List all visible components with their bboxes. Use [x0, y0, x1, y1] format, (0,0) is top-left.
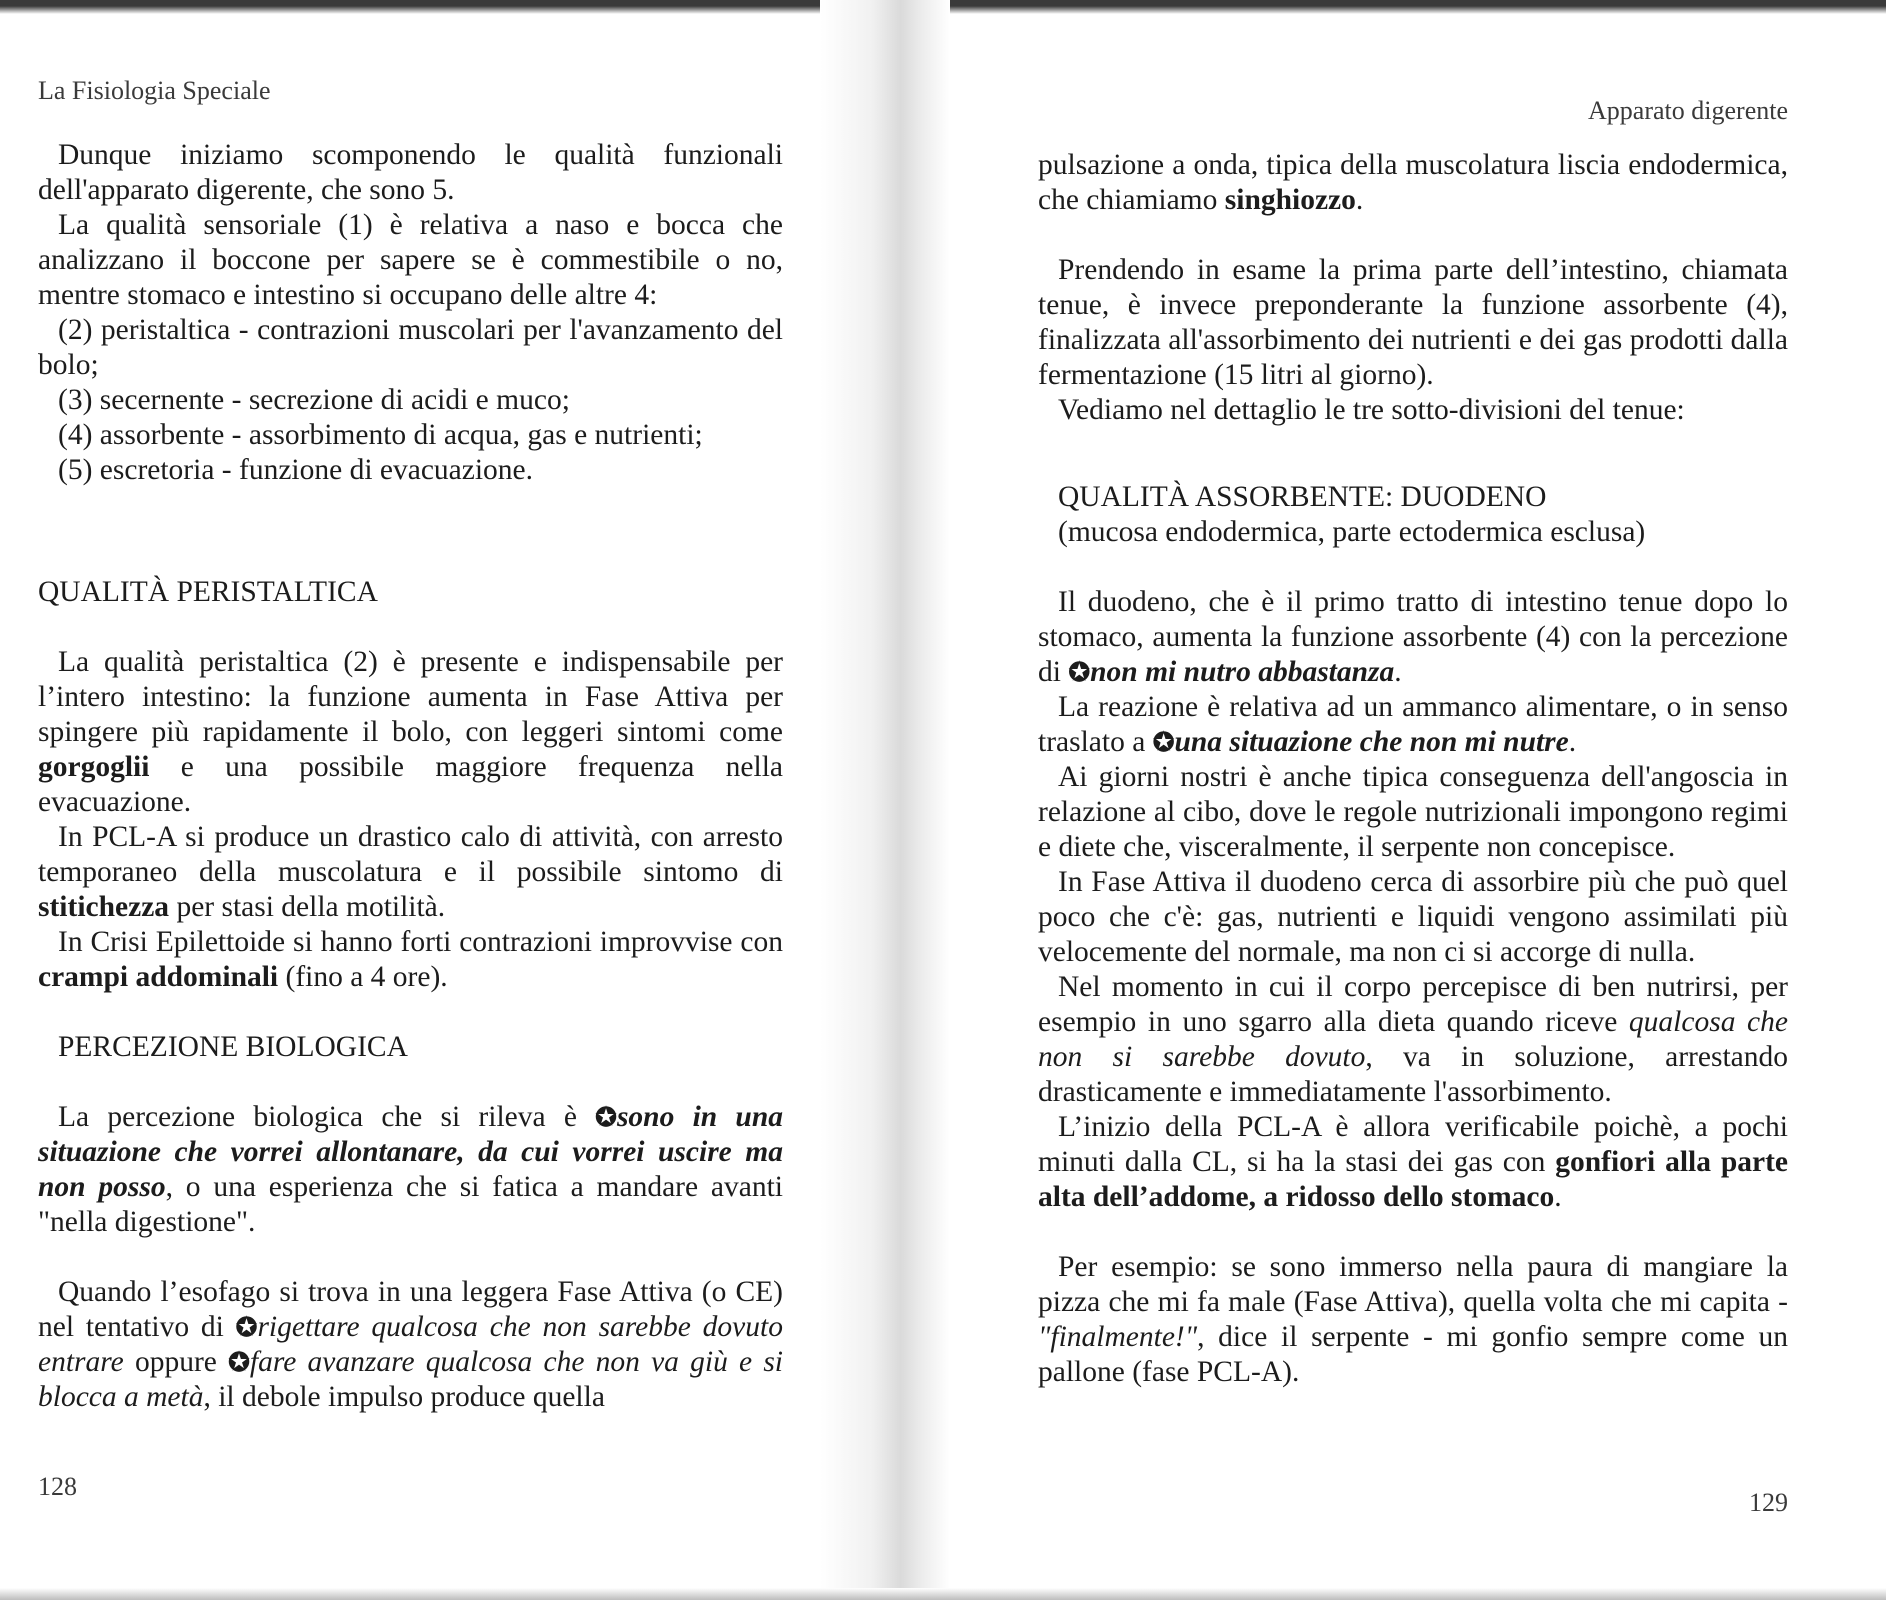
page-number-left: 128: [38, 1472, 77, 1501]
book-gutter: [820, 0, 950, 1600]
bold-term-gorgoglii: gorgoglii: [38, 751, 150, 783]
duodeno-paragraph-6: L’inizio della PCL-A è allora verificabile poichè, a pochi minuti dalla CL, si ha la stasi dei gas con gonfiori alla parte alta dell’addome, a ridosso dello stomaco.: [1038, 1111, 1788, 1213]
duodeno-paragraph-7: Per esempio: se sono immerso nella paura di mangiare la pizza che mi fa male (Fase Attiva), quella volta che mi capita - "finalmente!", dice il serpente - mi gonfio sempre come un pallone (fase PCL-A).: [1038, 1251, 1788, 1388]
heading-duodeno: QUALITÀ ASSORBENTE: DUODENO: [1058, 481, 1547, 513]
running-head-right: Apparato digerente: [1588, 96, 1788, 125]
duodeno-paragraph-2: La reazione è relativa ad un ammanco alimentare, o in senso traslato a ✪una situazione che non mi nutre.: [1038, 691, 1788, 758]
bold-term-crampi: crampi addominali: [38, 961, 279, 993]
tenue-paragraph-1: Prendendo in esame la prima parte dell’intestino, chiamata tenue, è invece preponderante la funzione assorbente (4), finalizzata all'assorbimento dei nutrienti e dei gas prodotti dalla fermentazione (15 litri al giorno).: [1038, 254, 1788, 391]
continued-paragraph: pulsazione a onda, tipica della muscolatura liscia endodermica, che chiamiamo singhiozzo.: [1038, 149, 1788, 216]
list-item-secernente: (3) secernente - secrezione di acidi e muco;: [58, 384, 570, 416]
star-circle-icon: ✪: [595, 1103, 617, 1132]
list-item-escretoria: (5) escretoria - funzione di evacuazione.: [58, 454, 534, 486]
list-item-peristaltica: (2) peristaltica - contrazioni muscolari per l'avanzamento del bolo;: [38, 314, 783, 381]
bold-term-singhiozzo: singhiozzo: [1224, 184, 1356, 216]
left-page: [38, 0, 783, 1600]
star-circle-icon: ✪: [1068, 658, 1091, 687]
duodeno-paragraph-1: Il duodeno, che è il primo tratto di intestino tenue dopo lo stomaco, aumenta la funzione assorbente (4) con la percezione di ✪non mi nutro abbastanza.: [1038, 586, 1788, 688]
page-number-right: 129: [1749, 1488, 1788, 1517]
right-page: [1038, 0, 1788, 1600]
bold-term-stitichezza: stitichezza: [38, 891, 170, 923]
left-page-body: [38, 138, 783, 1415]
perception-paragraph-2: Quando l’esofago si trova in una leggera Fase Attiva (o CE) nel tentativo di ✪rigettare qualcosa che non sarebbe dovuto entrare oppure ✪fare avanzare qualcosa che non va giù e si blocca a metà, il debole impulso produce quella: [38, 1276, 783, 1413]
intro-paragraph-2: La qualità sensoriale (1) è relativa a naso e bocca che analizzano il boccone per sapere se è commestibile o no, mentre stomaco e intestino si occupano delle altre 4:: [38, 209, 783, 311]
list-item-assorbente: (4) assorbente - assorbimento di acqua, gas e nutrienti;: [58, 419, 703, 451]
peristaltic-paragraph-1: La qualità peristaltica (2) è presente e indispensabile per l’intero intestino: la funzione aumenta in Fase Attiva per spingere più rapidamente il bolo, con leggeri sintomi come gorgoglii e una possibile maggiore frequenza nella evacuazione.: [38, 646, 783, 818]
tenue-paragraph-2: Vediamo nel dettaglio le tre sotto-divisioni del tenue:: [1058, 394, 1685, 426]
bold-term-gonfiori: gonfiori alla parte alta dell’addome, a ridosso dello stomaco: [1038, 1146, 1788, 1213]
perception-paragraph-1: La percezione biologica che si rileva è ✪sono in una situazione che vorrei allontanare, da cui vorrei uscire ma non posso, o una esperienza che si fatica a mandare avanti "nella digestione".: [38, 1101, 783, 1238]
subheading-duodeno: (mucosa endodermica, parte ectodermica esclusa): [1058, 516, 1646, 548]
duodeno-paragraph-3: Ai giorni nostri è anche tipica conseguenza dell'angoscia in relazione al cibo, dove le regole nutrizionali impongono regimi e diete che, visceralmente, il serpente non concepisce.: [1038, 761, 1788, 863]
star-circle-icon: ✪: [1152, 728, 1175, 757]
heading-qualita-peristaltica: QUALITÀ PERISTALTICA: [38, 576, 378, 608]
heading-percezione-biologica: PERCEZIONE BIOLOGICA: [58, 1031, 408, 1063]
star-circle-icon: ✪: [235, 1313, 258, 1342]
intro-paragraph-1: Dunque iniziamo scomponendo le qualità funzionali dell'apparato digerente, che sono 5.: [38, 139, 783, 206]
peristaltic-paragraph-2: In PCL-A si produce un drastico calo di attività, con arresto temporaneo della muscolatura e il possibile sintomo di stitichezza per stasi della motilità.: [38, 821, 783, 923]
peristaltic-paragraph-3: In Crisi Epilettoide si hanno forti contrazioni improvvise con crampi addominali (fino a 4 ore).: [38, 926, 783, 993]
star-circle-icon: ✪: [228, 1348, 250, 1377]
right-page-body: [1038, 148, 1788, 1390]
running-head-left: La Fisiologia Speciale: [38, 76, 271, 105]
duodeno-paragraph-5: Nel momento in cui il corpo percepisce di ben nutrirsi, per esempio in uno sgarro alla dieta quando riceve qualcosa che non si sarebbe dovuto, va in soluzione, arrestando drasticamente e immediatamente l'assorbimento.: [1038, 971, 1788, 1108]
duodeno-paragraph-4: In Fase Attiva il duodeno cerca di assorbire più che può quel poco che c'è: gas, nutrienti e liquidi vengono assimilati più velocemente del normale, ma non ci si accorge di nulla.: [1038, 866, 1788, 968]
